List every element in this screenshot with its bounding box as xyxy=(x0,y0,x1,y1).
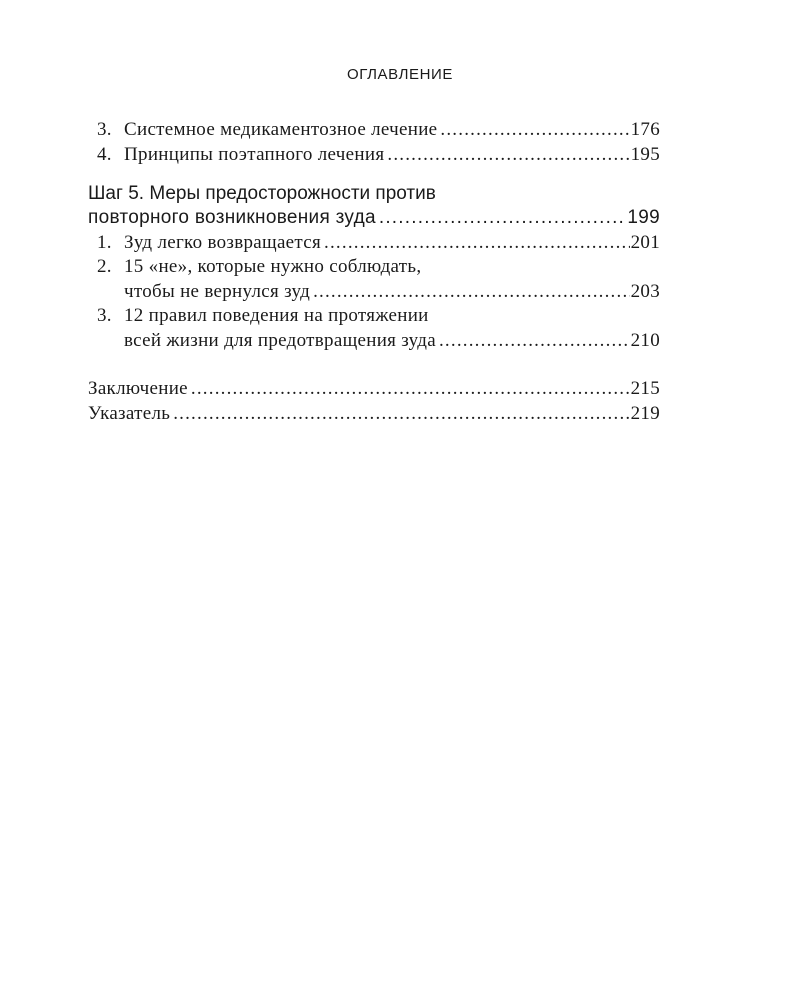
toc-entry-title: Заключение xyxy=(88,378,188,399)
toc-entry-page: 215 xyxy=(630,378,660,399)
toc-entry-title: Принципы поэтапного лечения xyxy=(124,143,385,165)
dot-leader xyxy=(439,329,630,354)
section-heading-page: 199 xyxy=(627,207,660,228)
toc-entry-page: 201 xyxy=(630,231,660,253)
page-title: ОГЛАВЛЕНИЕ xyxy=(346,66,454,83)
toc-entry[interactable] xyxy=(88,255,660,304)
toc-entry-number: 2. xyxy=(97,256,112,277)
toc-entry-number: 3. xyxy=(97,305,112,326)
toc-entry-page: 203 xyxy=(630,280,660,302)
dot-leader xyxy=(313,280,630,305)
toc-entry-title: 12 правил поведения на протяжении xyxy=(124,305,429,326)
toc-entry-page: 210 xyxy=(630,329,660,351)
dot-leader xyxy=(379,206,627,231)
toc-entry-index[interactable] xyxy=(88,402,660,427)
table-of-contents xyxy=(88,118,660,426)
section-heading-line: Шаг 5. Меры предосторожности против xyxy=(88,183,436,204)
toc-entry-page: 176 xyxy=(630,119,660,140)
toc-entry-number: 1. xyxy=(97,231,112,253)
dot-leader xyxy=(191,377,630,402)
toc-entry-title: 15 «не», которые нужно соблюдать, xyxy=(124,256,422,277)
toc-entry-page: 195 xyxy=(630,143,660,165)
toc-entry-title: Зуд легко возвращается xyxy=(124,231,322,253)
toc-entry[interactable] xyxy=(88,118,660,143)
toc-entry-conclusion[interactable] xyxy=(88,377,660,402)
toc-entry-title-continued: чтобы не вернулся зуд xyxy=(124,280,311,302)
toc-entry-page: 219 xyxy=(630,402,660,424)
dot-leader xyxy=(173,402,629,427)
toc-entry-number: 3. xyxy=(97,119,112,140)
toc-entry[interactable] xyxy=(88,304,660,353)
spacer xyxy=(88,353,660,377)
toc-entry-title: Системное медикаментозное лечение xyxy=(124,119,438,140)
toc-entry-title: Указатель xyxy=(88,402,171,424)
toc-entry[interactable] xyxy=(88,231,660,256)
dot-leader xyxy=(324,231,630,256)
toc-entry[interactable] xyxy=(88,143,660,168)
section-heading-step-5[interactable] xyxy=(88,181,660,231)
toc-entry-title-continued: всей жизни для предотвращения зуда xyxy=(124,329,436,351)
toc-entry-number: 4. xyxy=(97,143,112,165)
dot-leader xyxy=(440,118,629,143)
dot-leader xyxy=(387,143,629,168)
section-heading-line: повторного возникновения зуда xyxy=(88,207,376,228)
